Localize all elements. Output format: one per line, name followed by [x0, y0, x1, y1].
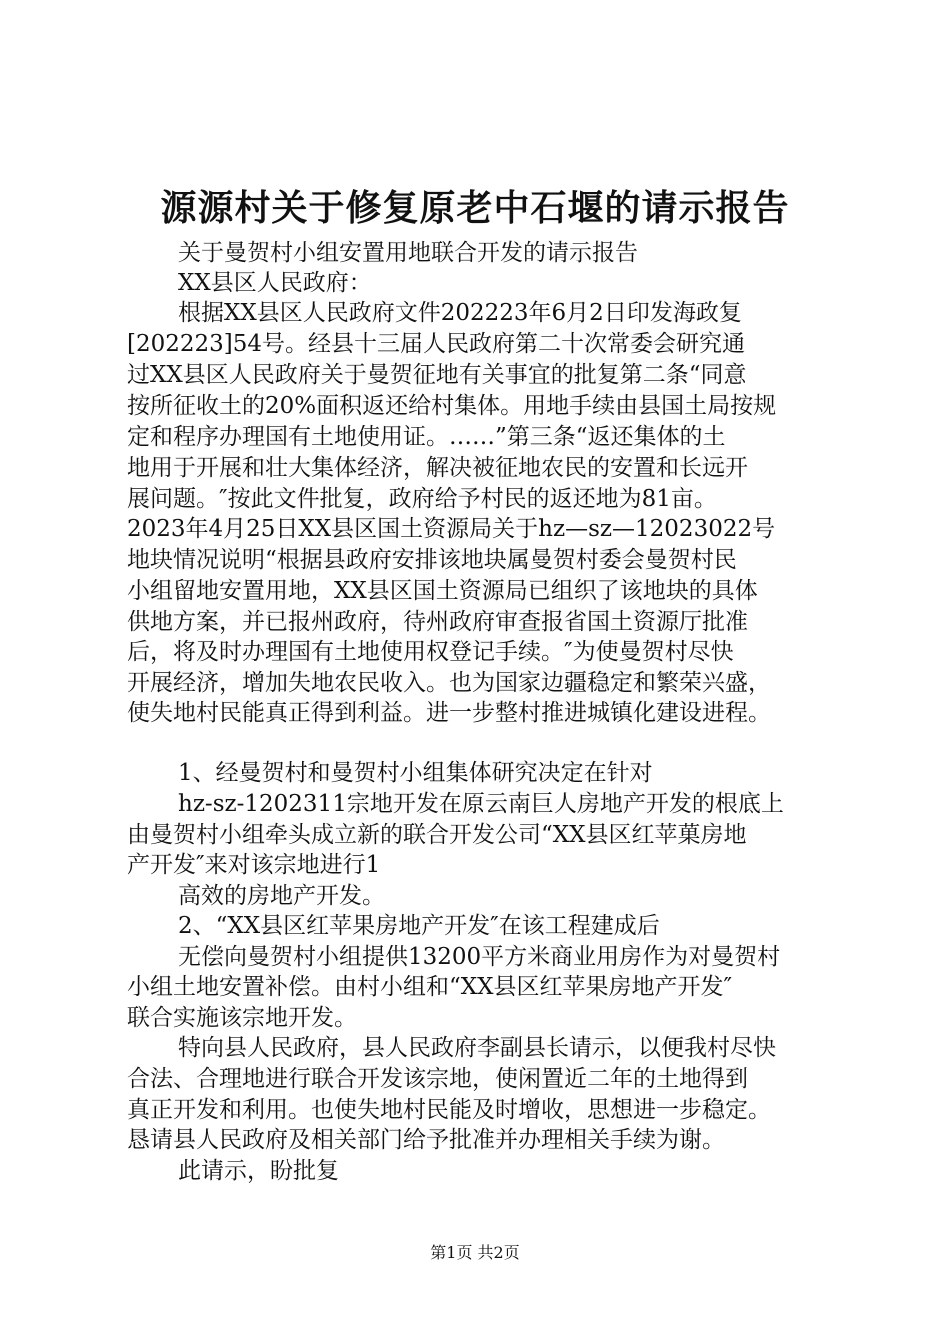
item-line: hz-sz-1202311宗地开发在原云南巨人房地产开发的根底上	[178, 791, 784, 817]
body-line: 供地方案，并已报州政府，待州政府审查报省国土资源厅批准	[127, 609, 748, 635]
request-line: 特向县人民政府，县人民政府李副县长请示，以便我村尽快	[178, 1035, 776, 1061]
page-number: 第1页 共2页	[430, 1243, 520, 1262]
item-line: 高效的房地产开发。	[178, 883, 385, 909]
item-line: 2、“XX县区红苹果房地产开发″在该工程建成后	[178, 913, 660, 939]
body-line: 根据XX县区人民政府文件202223年6月2日印发海政复	[178, 300, 742, 326]
body-line: 小组留地安置用地，XX县区国土资源局已组织了该地块的具体	[127, 578, 758, 604]
closing-line: 此请示，盼批复	[178, 1158, 339, 1184]
body-line: 地用于开展和壮大集体经济，解决被征地农民的安置和长远开	[127, 455, 748, 481]
body-line: 定和程序办理国有土地使用证。……”第三条“返还集体的土	[127, 424, 726, 450]
request-line: 恳请县人民政府及相关部门给予批准并办理相关手续为谢。	[127, 1127, 725, 1153]
body-line: 后，将及时办理国有土地使用权登记手续。″为使曼贺村尽快	[127, 639, 734, 665]
body-line: 展问题。″按此文件批复，政府给予村民的返还地为81亩。	[127, 486, 717, 512]
item-line: 小组土地安置补偿。由村小组和“XX县区红苹果房地产开发″	[127, 974, 733, 1000]
body-line: 开展经济，增加失地农民收入。也为国家边疆稳定和繁荣兴盛，	[127, 670, 771, 696]
subtitle-line: 关于曼贺村小组安置用地联合开发的请示报告	[178, 240, 638, 266]
body-line: 过XX县区人民政府关于曼贺征地有关事宜的批复第二条“同意	[127, 362, 747, 388]
addressee-line: XX县区人民政府：	[178, 270, 372, 296]
body-line: 使失地村民能真正得到利益。进一步整村推进城镇化建设进程。	[127, 700, 771, 726]
item-line: 无偿向曼贺村小组提供13200平方米商业用房作为对曼贺村	[178, 944, 781, 970]
document-title: 源源村关于修复原老中石堰的请示报告	[160, 187, 790, 229]
item-line: 1、经曼贺村和曼贺村小组集体研究决定在针对	[178, 760, 653, 786]
body-line: 2023年4月25日XX县区国土资源局关于hz—sz—12023022号	[127, 516, 776, 542]
request-line: 合法、合理地进行联合开发该宗地，使闲置近二年的土地得到	[127, 1066, 748, 1092]
body-line: [202223]54号。经县十三届人民政府第二十次常委会研究通	[127, 331, 746, 357]
body-line: 地块情况说明“根据县政府安排该地块属曼贺村委会曼贺村民	[127, 547, 737, 573]
item-line: 产开发″来对该宗地进行1	[127, 852, 381, 878]
item-line: 联合实施该宗地开发。	[127, 1005, 357, 1031]
item-line: 由曼贺村小组牵头成立新的联合开发公司“XX县区红苹菓房地	[127, 822, 747, 848]
request-line: 真正开发和利用。也使失地村民能及时增收，思想进一步稳定。	[127, 1097, 771, 1123]
body-line: 按所征收土的20%面积返还给村集体。用地手续由县国土局按规	[127, 393, 777, 419]
